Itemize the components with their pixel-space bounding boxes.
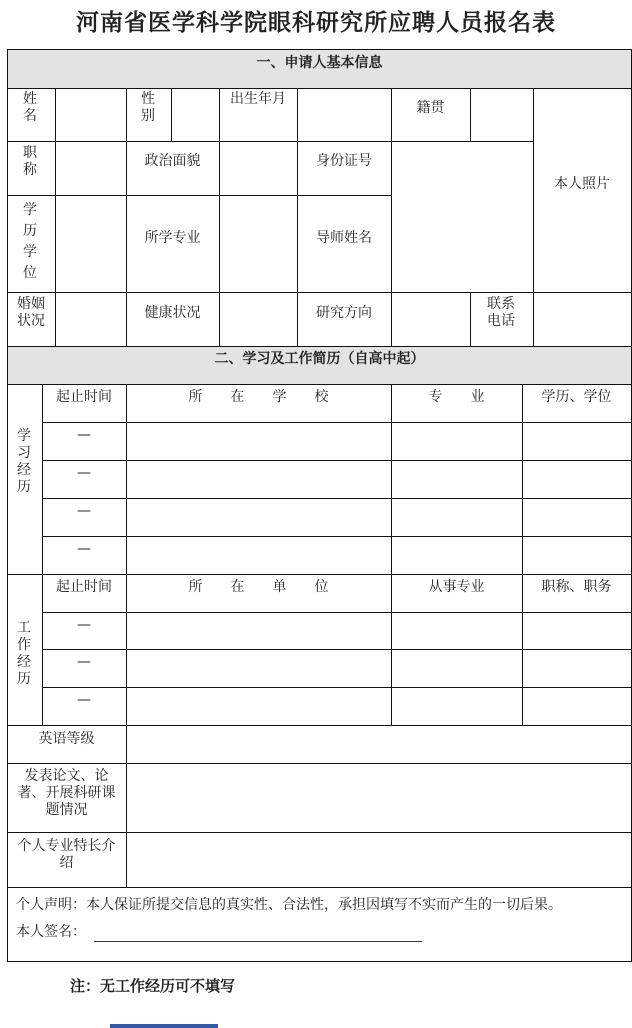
label-papers: 发表论文、论著、开展科研课题情况 bbox=[17, 768, 116, 818]
study-header-time: 起止时间 bbox=[56, 389, 112, 405]
work-header-position: 职称、职务 bbox=[541, 579, 612, 595]
label-research: 研究方向 bbox=[316, 305, 372, 321]
label-contact: 联系电话 bbox=[487, 296, 515, 329]
work-header-field: 从事专业 bbox=[428, 579, 485, 595]
study-row-dash: — bbox=[77, 465, 91, 481]
study-header-school: 所 在 学 校 bbox=[188, 389, 329, 405]
label-health: 健康状况 bbox=[144, 305, 201, 321]
footnote: 注：无工作经历可不填写 bbox=[70, 977, 236, 995]
section2-heading: 二、学习及工作简历（自高中起） bbox=[214, 351, 425, 367]
label-political: 政治面貌 bbox=[144, 153, 201, 169]
label-education-degree: 学历学位 bbox=[23, 202, 37, 281]
label-advisor: 导师姓名 bbox=[316, 230, 372, 246]
blue-bar bbox=[110, 1024, 218, 1028]
label-work-experience: 工作经历 bbox=[17, 620, 31, 687]
form-title: 河南省医学科学院眼科研究所应聘人员报名表 bbox=[76, 9, 556, 36]
study-row-dash: — bbox=[77, 503, 91, 519]
study-header-degree: 学历、学位 bbox=[541, 389, 612, 405]
label-english-level: 英语等级 bbox=[38, 731, 95, 747]
section1-heading: 一、申请人基本信息 bbox=[256, 55, 383, 71]
label-title-rank: 职称 bbox=[23, 145, 37, 178]
label-specialty: 个人专业特长介绍 bbox=[17, 838, 116, 871]
work-header-employer: 所 在 单 位 bbox=[188, 579, 329, 595]
label-marriage: 婚姻状况 bbox=[17, 296, 45, 329]
work-row-dash: — bbox=[77, 654, 91, 670]
signature-line[interactable] bbox=[94, 941, 422, 942]
label-native-place: 籍贯 bbox=[416, 100, 445, 116]
label-photo: 本人照片 bbox=[554, 176, 610, 192]
label-name: 姓名 bbox=[23, 91, 37, 124]
work-row-dash: — bbox=[77, 692, 91, 708]
label-birth: 出生年月 bbox=[230, 91, 286, 107]
study-row-dash: — bbox=[77, 541, 91, 557]
signature-label: 本人签名： bbox=[16, 924, 86, 940]
work-row-dash: — bbox=[77, 617, 91, 633]
label-gender: 性别 bbox=[141, 91, 155, 124]
work-header-time: 起止时间 bbox=[56, 579, 112, 595]
label-major: 所学专业 bbox=[144, 230, 201, 246]
declaration-text: 个人声明：本人保证所提交信息的真实性、合法性，承担因填写不实而产生的一切后果。 bbox=[16, 897, 562, 913]
study-row-dash: — bbox=[77, 427, 91, 443]
label-id-number: 身份证号 bbox=[316, 153, 372, 169]
study-header-major: 专 业 bbox=[428, 389, 485, 405]
label-study-experience: 学习经历 bbox=[17, 428, 31, 495]
